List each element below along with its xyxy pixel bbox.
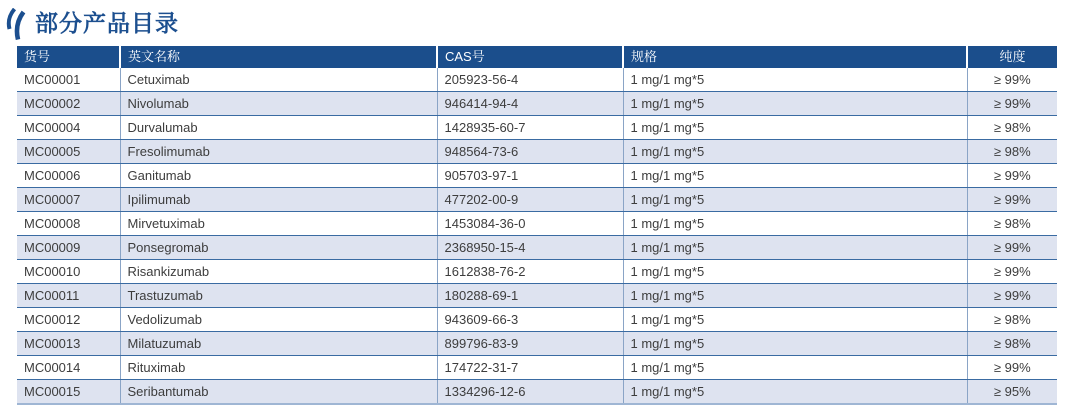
cell-english-name: Trastuzumab bbox=[120, 284, 437, 308]
cell-purity: ≥ 99% bbox=[967, 356, 1057, 380]
cell-english-name: Ganitumab bbox=[120, 164, 437, 188]
table-row bbox=[17, 260, 1057, 284]
cell-spec: 1 mg/1 mg*5 bbox=[623, 380, 967, 405]
cell-item-no: MC00005 bbox=[17, 140, 120, 164]
cell-item-no: MC00006 bbox=[17, 164, 120, 188]
cell-item-no: MC00015 bbox=[17, 380, 120, 405]
cell-english-name: Vedolizumab bbox=[120, 308, 437, 332]
table-row bbox=[17, 284, 1057, 308]
table-row bbox=[17, 92, 1057, 116]
cell-spec: 1 mg/1 mg*5 bbox=[623, 356, 967, 380]
cell-english-name: Ponsegromab bbox=[120, 236, 437, 260]
cell-purity: ≥ 99% bbox=[967, 68, 1057, 92]
cell-cas-no: 174722-31-7 bbox=[437, 356, 623, 380]
cell-cas-no: 899796-83-9 bbox=[437, 332, 623, 356]
cell-purity: ≥ 99% bbox=[967, 236, 1057, 260]
cell-purity: ≥ 98% bbox=[967, 116, 1057, 140]
cell-spec: 1 mg/1 mg*5 bbox=[623, 188, 967, 212]
cell-cas-no: 943609-66-3 bbox=[437, 308, 623, 332]
cell-cas-no: 1428935-60-7 bbox=[437, 116, 623, 140]
cell-purity: ≥ 99% bbox=[967, 188, 1057, 212]
column-header-cas-no: CAS号 bbox=[437, 46, 623, 68]
cell-item-no: MC00013 bbox=[17, 332, 120, 356]
product-table-header bbox=[17, 46, 1057, 68]
table-row bbox=[17, 188, 1057, 212]
table-row bbox=[17, 308, 1057, 332]
cell-spec: 1 mg/1 mg*5 bbox=[623, 332, 967, 356]
cell-spec: 1 mg/1 mg*5 bbox=[623, 164, 967, 188]
cell-item-no: MC00009 bbox=[17, 236, 120, 260]
cell-purity: ≥ 98% bbox=[967, 140, 1057, 164]
cell-purity: ≥ 99% bbox=[967, 260, 1057, 284]
cell-spec: 1 mg/1 mg*5 bbox=[623, 308, 967, 332]
cell-english-name: Seribantumab bbox=[120, 380, 437, 405]
cell-spec: 1 mg/1 mg*5 bbox=[623, 92, 967, 116]
column-header-spec: 规格 bbox=[623, 46, 967, 68]
cell-english-name: Risankizumab bbox=[120, 260, 437, 284]
cell-purity: ≥ 99% bbox=[967, 92, 1057, 116]
product-table-body bbox=[17, 68, 1057, 404]
cell-english-name: Mirvetuximab bbox=[120, 212, 437, 236]
cell-purity: ≥ 98% bbox=[967, 308, 1057, 332]
cell-item-no: MC00008 bbox=[17, 212, 120, 236]
cell-spec: 1 mg/1 mg*5 bbox=[623, 236, 967, 260]
cell-cas-no: 477202-00-9 bbox=[437, 188, 623, 212]
cell-cas-no: 205923-56-4 bbox=[437, 68, 623, 92]
cell-spec: 1 mg/1 mg*5 bbox=[623, 68, 967, 92]
cell-english-name: Fresolimumab bbox=[120, 140, 437, 164]
cell-item-no: MC00007 bbox=[17, 188, 120, 212]
cell-english-name: Milatuzumab bbox=[120, 332, 437, 356]
cell-cas-no: 2368950-15-4 bbox=[437, 236, 623, 260]
cell-purity: ≥ 98% bbox=[967, 212, 1057, 236]
cell-item-no: MC00014 bbox=[17, 356, 120, 380]
cell-item-no: MC00002 bbox=[17, 92, 120, 116]
cell-english-name: Cetuximab bbox=[120, 68, 437, 92]
header-row bbox=[17, 46, 1057, 68]
cell-cas-no: 1612838-76-2 bbox=[437, 260, 623, 284]
cell-item-no: MC00011 bbox=[17, 284, 120, 308]
cell-cas-no: 1334296-12-6 bbox=[437, 380, 623, 405]
product-table bbox=[17, 46, 1057, 405]
cell-cas-no: 948564-73-6 bbox=[437, 140, 623, 164]
cell-spec: 1 mg/1 mg*5 bbox=[623, 212, 967, 236]
table-row bbox=[17, 116, 1057, 140]
column-header-english-name: 英文名称 bbox=[120, 46, 437, 68]
cell-item-no: MC00010 bbox=[17, 260, 120, 284]
cell-spec: 1 mg/1 mg*5 bbox=[623, 284, 967, 308]
cell-purity: ≥ 99% bbox=[967, 164, 1057, 188]
table-row bbox=[17, 356, 1057, 380]
cell-cas-no: 180288-69-1 bbox=[437, 284, 623, 308]
cell-item-no: MC00001 bbox=[17, 68, 120, 92]
table-row bbox=[17, 164, 1057, 188]
table-row bbox=[17, 332, 1057, 356]
cell-cas-no: 946414-94-4 bbox=[437, 92, 623, 116]
cell-english-name: Nivolumab bbox=[120, 92, 437, 116]
cell-spec: 1 mg/1 mg*5 bbox=[623, 116, 967, 140]
cell-cas-no: 905703-97-1 bbox=[437, 164, 623, 188]
cell-item-no: MC00004 bbox=[17, 116, 120, 140]
cell-spec: 1 mg/1 mg*5 bbox=[623, 140, 967, 164]
table-row bbox=[17, 380, 1057, 405]
cell-purity: ≥ 99% bbox=[967, 284, 1057, 308]
table-row bbox=[17, 212, 1057, 236]
table-row bbox=[17, 236, 1057, 260]
cell-cas-no: 1453084-36-0 bbox=[437, 212, 623, 236]
column-header-purity: 纯度 bbox=[967, 46, 1057, 68]
cell-english-name: Ipilimumab bbox=[120, 188, 437, 212]
cell-english-name: Durvalumab bbox=[120, 116, 437, 140]
cell-purity: ≥ 95% bbox=[967, 380, 1057, 405]
flame-strokes-icon bbox=[4, 8, 28, 40]
cell-english-name: Rituximab bbox=[120, 356, 437, 380]
page-title: 部分产品目录 bbox=[35, 10, 179, 36]
cell-purity: ≥ 98% bbox=[967, 332, 1057, 356]
table-row bbox=[17, 140, 1057, 164]
cell-item-no: MC00012 bbox=[17, 308, 120, 332]
column-header-item-no: 货号 bbox=[17, 46, 120, 68]
table-row bbox=[17, 68, 1057, 92]
section-header bbox=[0, 0, 1072, 46]
cell-spec: 1 mg/1 mg*5 bbox=[623, 260, 967, 284]
